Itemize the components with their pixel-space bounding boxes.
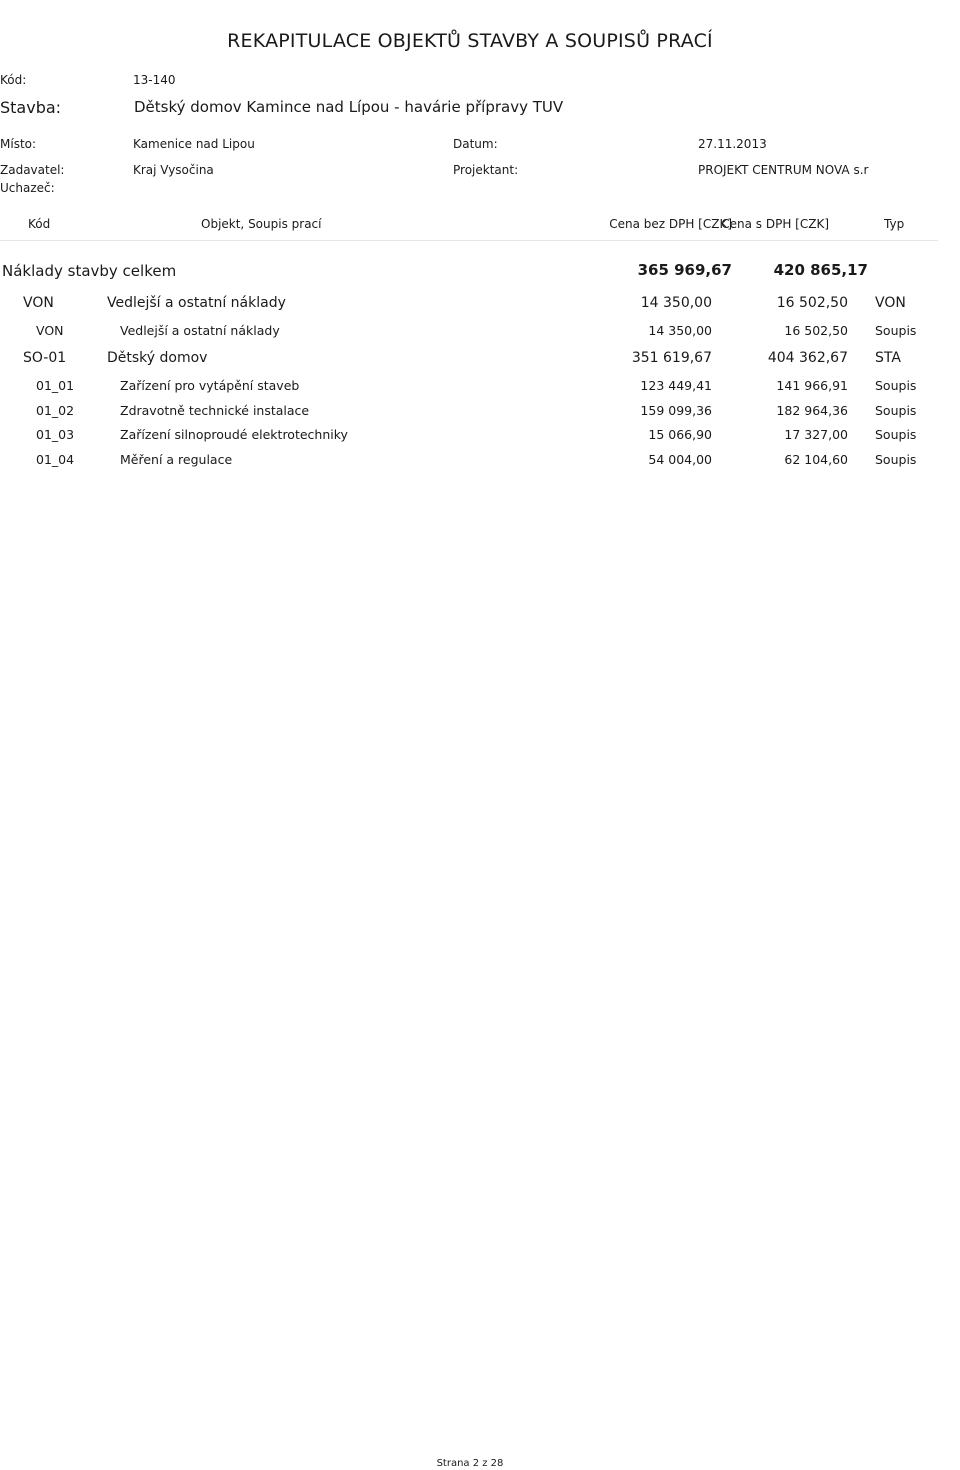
row-cena-bez: 351 619,67 bbox=[631, 350, 712, 366]
row-code: 01_03 bbox=[36, 427, 75, 442]
row-typ: Soupis bbox=[875, 323, 917, 338]
uchazec-label: Uchazeč: bbox=[0, 181, 55, 195]
row-cena-s: 17 327,00 bbox=[784, 427, 848, 442]
zadavatel-label: Zadavatel: bbox=[0, 163, 65, 177]
row-cena-s: 16 502,50 bbox=[784, 323, 848, 338]
total-label: Náklady stavby celkem bbox=[2, 262, 177, 280]
stavba-label: Stavba: bbox=[0, 98, 62, 117]
row-name: Dětský domov bbox=[107, 350, 208, 366]
row-cena-bez: 15 066,90 bbox=[648, 427, 712, 442]
header-objekt: Objekt, Soupis prací bbox=[201, 217, 322, 231]
row-code: 01_02 bbox=[36, 403, 75, 418]
row-code: SO-01 bbox=[23, 350, 67, 366]
row-typ: Soupis bbox=[875, 403, 917, 418]
row-name: Zdravotně technické instalace bbox=[120, 403, 310, 418]
row-code: VON bbox=[36, 323, 64, 338]
row-typ: Soupis bbox=[875, 452, 917, 467]
projektant-label: Projektant: bbox=[453, 163, 519, 177]
total-cena-bez: 365 969,67 bbox=[637, 261, 732, 279]
projektant-value: PROJEKT CENTRUM NOVA s.r bbox=[698, 163, 869, 177]
header-divider bbox=[0, 240, 938, 241]
datum-label: Datum: bbox=[453, 137, 498, 151]
page-title: REKAPITULACE OBJEKTŮ STAVBY A SOUPISŮ PRACÍ bbox=[227, 30, 713, 52]
header-cena-bez: Cena bez DPH [CZK] bbox=[609, 217, 732, 231]
row-name: Zařízení pro vytápění staveb bbox=[120, 378, 300, 393]
table-row bbox=[0, 452, 940, 476]
row-typ: STA bbox=[875, 350, 901, 366]
page-footer: Strana 2 z 28 bbox=[436, 1458, 504, 1469]
row-typ: VON bbox=[875, 295, 906, 311]
zadavatel-value: Kraj Vysočina bbox=[133, 163, 214, 177]
row-cena-bez: 123 449,41 bbox=[640, 378, 712, 393]
row-cena-s: 16 502,50 bbox=[776, 295, 848, 311]
row-cena-s: 182 964,36 bbox=[776, 403, 848, 418]
row-name: Vedlejší a ostatní náklady bbox=[120, 323, 280, 338]
row-cena-s: 141 966,91 bbox=[776, 378, 848, 393]
row-cena-s: 404 362,67 bbox=[767, 350, 848, 366]
table-row bbox=[0, 323, 940, 347]
header-cena-s: Cena s DPH [CZK] bbox=[721, 217, 829, 231]
stavba-value: Dětský domov Kamince nad Lípou - havárie přípravy TUV bbox=[134, 98, 564, 116]
row-typ: Soupis bbox=[875, 427, 917, 442]
row-name: Měření a regulace bbox=[120, 452, 233, 467]
header-kod: Kód bbox=[28, 217, 51, 231]
row-cena-bez: 14 350,00 bbox=[640, 295, 712, 311]
table-row bbox=[0, 403, 940, 427]
table-row bbox=[0, 378, 940, 402]
total-cena-s: 420 865,17 bbox=[773, 261, 868, 279]
misto-label: Místo: bbox=[0, 137, 37, 151]
row-code: VON bbox=[23, 295, 54, 311]
row-cena-bez: 54 004,00 bbox=[648, 452, 712, 467]
misto-value: Kamenice nad Lipou bbox=[133, 137, 255, 151]
table-row bbox=[0, 295, 940, 319]
row-cena-bez: 14 350,00 bbox=[648, 323, 712, 338]
kod-value: 13-140 bbox=[133, 73, 176, 87]
header-typ: Typ bbox=[884, 217, 905, 231]
row-code: 01_01 bbox=[36, 378, 75, 393]
row-name: Vedlejší a ostatní náklady bbox=[107, 295, 286, 311]
table-row bbox=[0, 350, 940, 374]
row-typ: Soupis bbox=[875, 378, 917, 393]
row-code: 01_04 bbox=[36, 452, 75, 467]
table-row bbox=[0, 427, 940, 451]
row-name: Zařízení silnoproudé elektrotechniky bbox=[120, 427, 348, 442]
row-cena-bez: 159 099,36 bbox=[640, 403, 712, 418]
kod-label: Kód: bbox=[0, 73, 27, 87]
row-cena-s: 62 104,60 bbox=[784, 452, 848, 467]
datum-value: 27.11.2013 bbox=[698, 137, 767, 151]
